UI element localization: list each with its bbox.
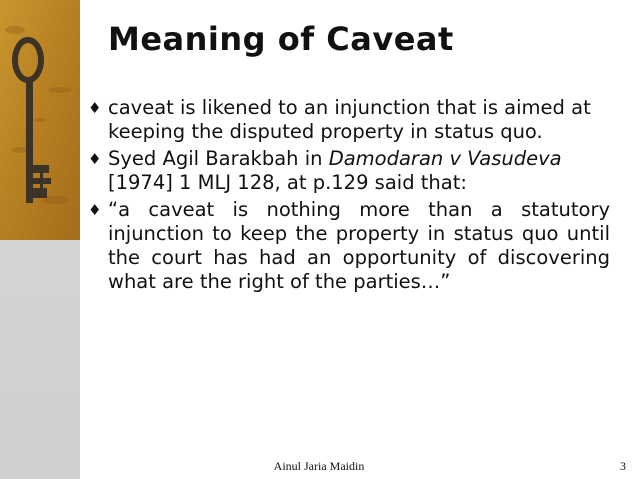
bullet-list <box>88 96 610 297</box>
key-icon <box>0 0 80 240</box>
diamond-bullet-icon: ♦ <box>88 201 102 219</box>
bullet-item <box>88 198 610 294</box>
bullet-text: caveat is likened to an injunction that is aimed at keeping the disputed property in status quo. <box>108 96 591 143</box>
bullet-text: Syed Agil Barakbah in <box>108 147 329 170</box>
slide-title: Meaning of Caveat <box>108 20 454 58</box>
bullet-item <box>88 96 610 144</box>
bullet-item <box>88 147 610 195</box>
bullet-text-citation: [1974] 1 MLJ 128, at p.129 said that: <box>108 171 467 194</box>
page-number: 3 <box>620 459 626 473</box>
case-name: Damodaran v Vasudeva <box>328 147 562 170</box>
footer-author: Ainul Jaria Maidin <box>273 459 365 473</box>
left-decorative-panel <box>0 0 80 479</box>
diamond-bullet-icon: ♦ <box>88 99 102 117</box>
bullet-text-quote: “a caveat is nothing more than a statutory injunction to keep the property in status quo until the court has had an opportunity of discovering what are the right of the parties…” <box>108 198 610 293</box>
diamond-bullet-icon: ♦ <box>88 150 102 168</box>
